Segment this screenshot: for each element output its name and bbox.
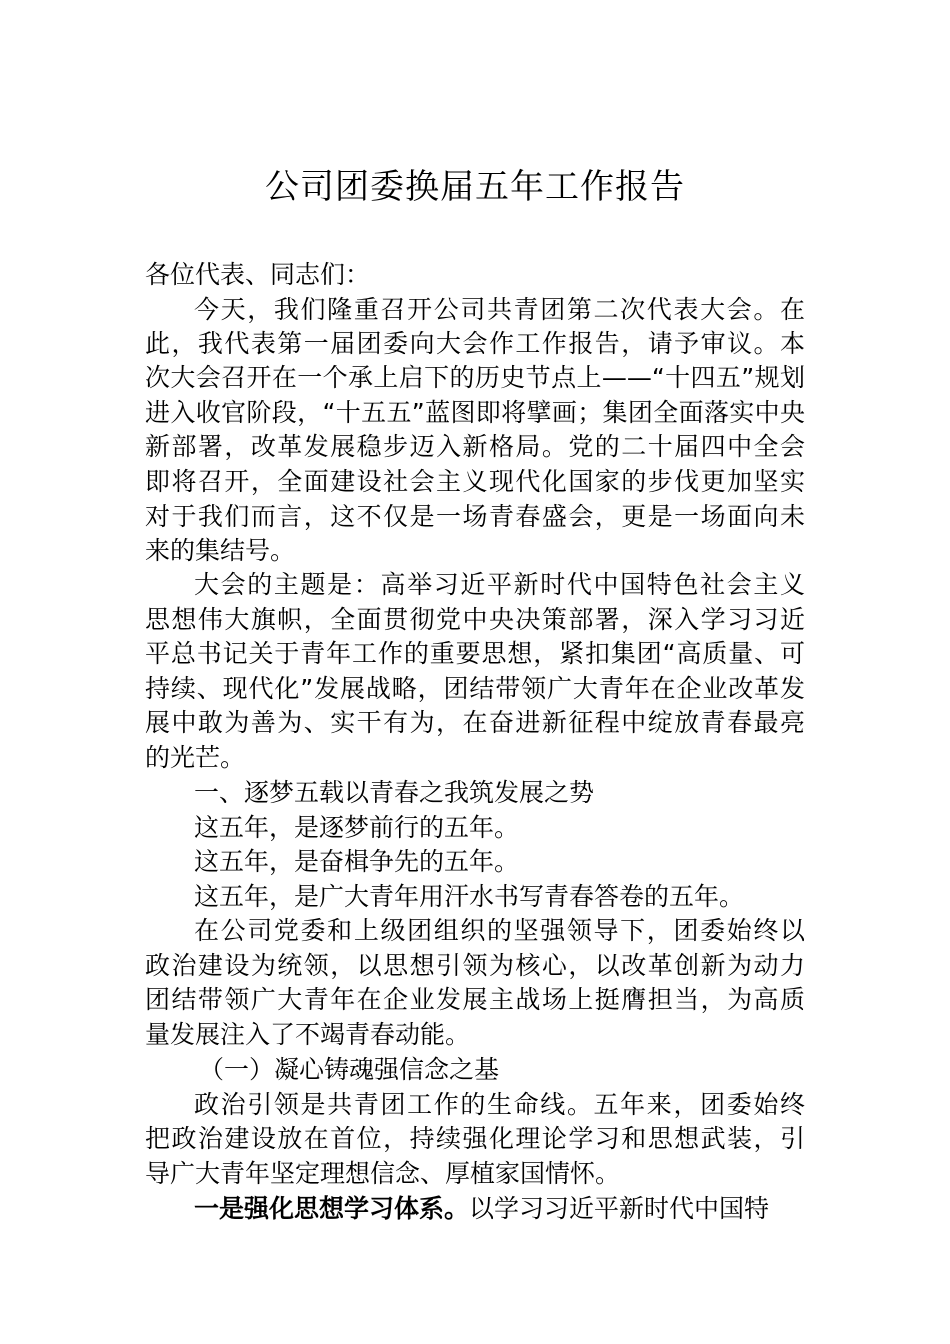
paragraph-line: 持续、现代化”发展战略，团结带领广大青年在企业改革发 bbox=[145, 674, 805, 703]
section-heading: 一、逐梦五载以青春之我筑发展之势 bbox=[194, 778, 595, 807]
paragraph-line: 即将召开，全面建设社会主义现代化国家的步伐更加坚实 bbox=[145, 467, 805, 496]
paragraph-line: 此，我代表第一届团委向大会作工作报告，请予审议。本 bbox=[145, 329, 805, 358]
paragraph-line: 政治建设为统领，以思想引领为核心，以改革创新为动力 bbox=[145, 951, 805, 980]
paragraph-line: 团结带领广大青年在企业发展主战场上挺膺担当，为高质 bbox=[145, 985, 805, 1014]
paragraph-line: 的光芒。 bbox=[145, 743, 246, 772]
paragraph-line: 在公司党委和上级团组织的坚强领导下，团委始终以 bbox=[194, 916, 805, 945]
paragraph-line: 来的集结号。 bbox=[145, 536, 296, 565]
paragraph-line: 展中敢为善为、实干有为，在奋进新征程中绽放青春最亮 bbox=[145, 708, 805, 737]
paragraph-line: 把政治建设放在首位，持续强化理论学习和思想武装，引 bbox=[145, 1124, 805, 1153]
paragraph-line: 今天，我们隆重召开公司共青团第二次代表大会。在 bbox=[194, 295, 805, 324]
paragraph-line: 大会的主题是：高举习近平新时代中国特色社会主义 bbox=[194, 570, 805, 599]
paragraph-line: 平总书记关于青年工作的重要思想，紧扣集团“高质量、可 bbox=[145, 639, 805, 668]
paragraph-line: 这五年，是广大青年用汗水书写青春答卷的五年。 bbox=[194, 882, 745, 911]
paragraph-line: 导广大青年坚定理想信念、厚植家国情怀。 bbox=[145, 1159, 621, 1188]
line-continuation: 以学习习近平新时代中国特 bbox=[469, 1194, 770, 1223]
paragraph-line: 思想伟大旗帜，全面贯彻党中央决策部署，深入学习习近 bbox=[145, 605, 805, 634]
salutation: 各位代表、同志们： bbox=[145, 260, 371, 289]
subsection-heading: （一）凝心铸魂强信念之基 bbox=[199, 1055, 500, 1084]
paragraph-line-last bbox=[194, 1192, 769, 1226]
report-title: 公司团委换届五年工作报告 bbox=[265, 167, 685, 207]
paragraph-line: 进入收官阶段，“十五五”蓝图即将擘画；集团全面落实中央 bbox=[145, 398, 805, 427]
paragraph-line: 量发展注入了不竭青春动能。 bbox=[145, 1020, 471, 1049]
paragraph-line: 这五年，是奋楫争先的五年。 bbox=[194, 847, 520, 876]
paragraph-line: 对于我们而言，这不仅是一场青春盛会，更是一场面向未 bbox=[145, 502, 805, 531]
paragraph-line: 政治引领是共青团工作的生命线。五年来，团委始终 bbox=[194, 1090, 805, 1119]
paragraph-line: 新部署，改革发展稳步迈入新格局。党的二十届四中全会 bbox=[145, 432, 805, 461]
bold-lead: 一是强化思想学习体系。 bbox=[194, 1194, 470, 1223]
paragraph-line: 次大会召开在一个承上启下的历史节点上——“十四五”规划 bbox=[145, 363, 805, 392]
paragraph-line: 这五年，是逐梦前行的五年。 bbox=[194, 813, 520, 842]
